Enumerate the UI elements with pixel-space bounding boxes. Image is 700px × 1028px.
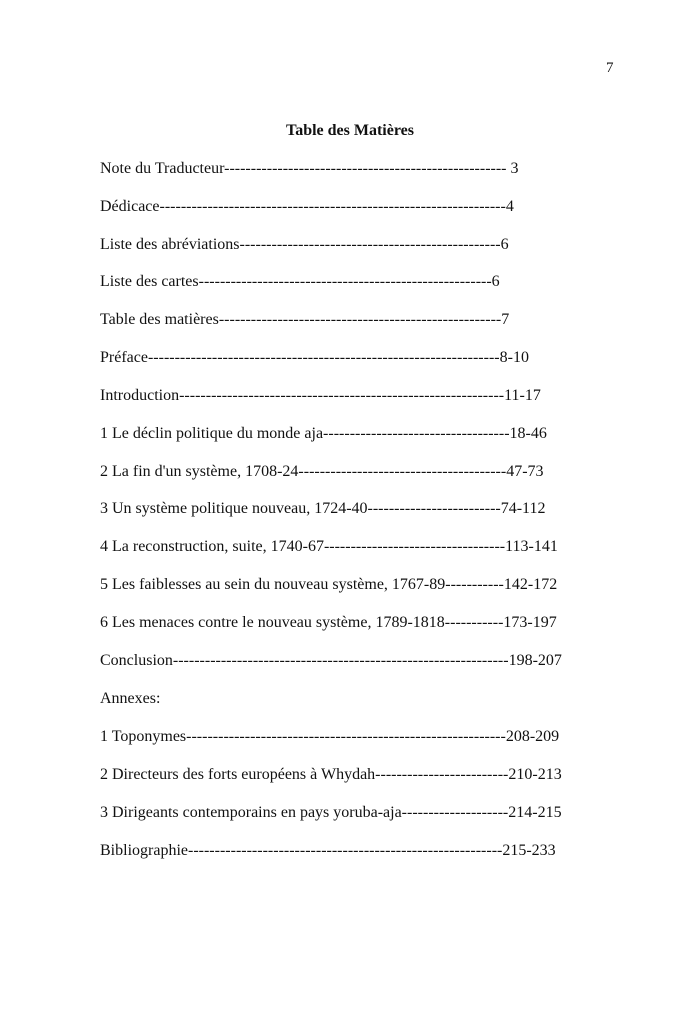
toc-entry: Bibliographie-----------------------------------------------------------215-233 — [100, 842, 556, 859]
toc-entry: Liste des abréviations-------------------------------------------------6 — [100, 236, 509, 253]
toc-annexes-heading: Annexes: — [100, 690, 161, 707]
toc-entry: 2 La fin d'un système, 1708-24---------------------------------------47-73 — [100, 463, 544, 480]
toc-entry: 6 Les menaces contre le nouveau système, 1789-1818-----------173-197 — [100, 614, 557, 631]
toc-entry: Introduction-------------------------------------------------------------11-17 — [100, 387, 541, 404]
toc-entry: 1 Toponymes------------------------------------------------------------208-209 — [100, 728, 560, 745]
toc-entry: 4 La reconstruction, suite, 1740-67----------------------------------113-141 — [100, 538, 558, 555]
toc-entry: Note du Traducteur----------------------------------------------------- 3 — [100, 160, 519, 177]
toc-entry: 3 Un système politique nouveau, 1724-40-------------------------74-112 — [100, 500, 546, 517]
toc-title: Table des Matières — [286, 122, 414, 139]
toc-entry: Dédicace-----------------------------------------------------------------4 — [100, 198, 514, 215]
toc-entry: 5 Les faiblesses au sein du nouveau système, 1767-89-----------142-172 — [100, 576, 558, 593]
toc-entry: Liste des cartes-------------------------------------------------------6 — [100, 273, 500, 290]
toc-entry: 2 Directeurs des forts européens à Whydah-------------------------210-213 — [100, 766, 562, 783]
toc-entry: 3 Dirigeants contemporains en pays yoruba-aja--------------------214-215 — [100, 804, 562, 821]
toc-entry: 1 Le déclin politique du monde aja-----------------------------------18-46 — [100, 425, 547, 442]
page-number: 7 — [606, 60, 614, 76]
toc-entry: Préface------------------------------------------------------------------8-10 — [100, 349, 529, 366]
toc-entry: Table des matières-----------------------------------------------------7 — [100, 311, 510, 328]
toc-entry: Conclusion---------------------------------------------------------------198-207 — [100, 652, 562, 669]
